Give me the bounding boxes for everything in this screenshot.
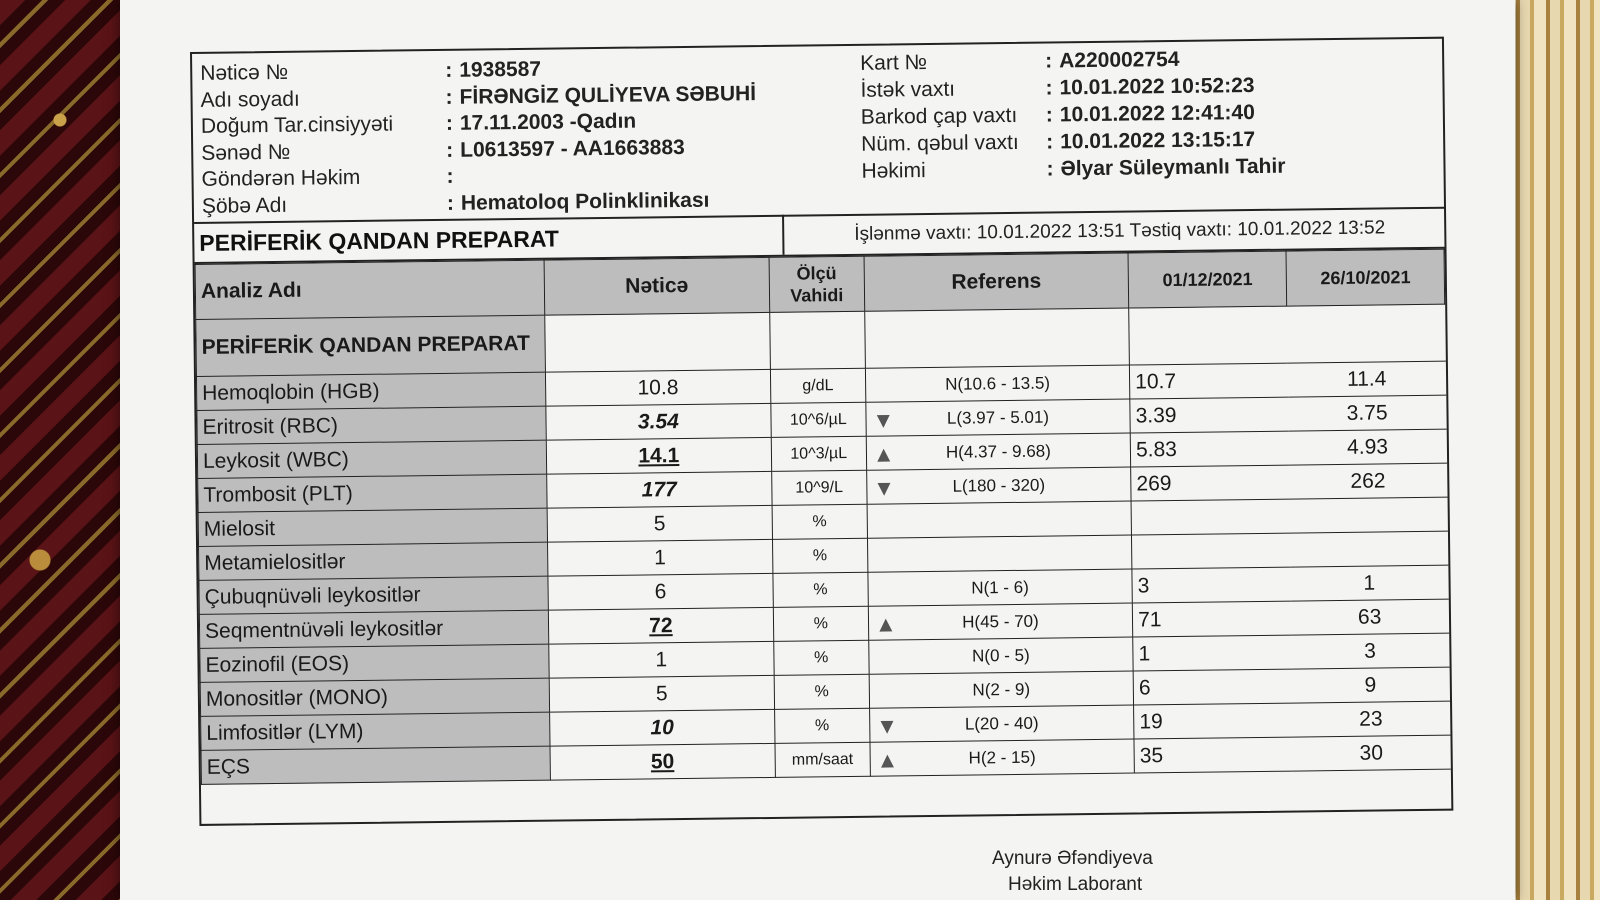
history-value-2: 30 xyxy=(1292,735,1450,771)
report-title: PERİFERİK QANDAN PREPARAT xyxy=(199,225,559,256)
header-value: Hematoloq Polinklinikası xyxy=(460,188,710,215)
header-label: Kart № xyxy=(860,50,928,75)
history-value-1 xyxy=(1132,533,1291,569)
col-header-history-1: 01/12/2021 xyxy=(1128,251,1287,308)
header-label: İstək vaxtı xyxy=(860,77,956,102)
history-value-1: 6 xyxy=(1133,669,1292,705)
header-label: Şöbə Adı xyxy=(201,193,288,218)
analysis-name: Mielosit xyxy=(198,508,547,546)
history-value-2: 9 xyxy=(1291,667,1449,703)
history-value-1: 71 xyxy=(1132,601,1291,637)
analysis-name: EÇS xyxy=(201,746,550,784)
arrow-down-icon: ▼ xyxy=(872,407,895,433)
header-value: Əlyar Süleymanlı Tahir xyxy=(1060,154,1286,181)
header-left-row xyxy=(200,58,541,86)
result-value: 10.8 xyxy=(545,369,770,406)
result-value: 6 xyxy=(548,573,773,610)
analysis-name: Seqmentnüvəli leykositlər xyxy=(199,610,548,648)
reference-cell xyxy=(869,705,1134,742)
report-frame xyxy=(190,37,1453,826)
header-label: Həkimi xyxy=(861,159,926,183)
analysis-name: Eritrosit (RBC) xyxy=(197,406,546,444)
unit: % xyxy=(772,504,867,539)
carpet-background-left xyxy=(0,0,135,900)
reference-cell xyxy=(869,671,1134,708)
header-label: Sənəd № xyxy=(201,140,291,165)
history-value-2: 23 xyxy=(1292,701,1450,737)
header-label: Göndərən Həkim xyxy=(201,165,361,191)
result-value: 14.1 xyxy=(546,437,771,474)
header-value: L0613597 - AA1663883 xyxy=(460,135,685,162)
header-right-row xyxy=(861,101,1255,130)
history-value-1: 1 xyxy=(1133,635,1292,671)
header-label: Nəticə № xyxy=(200,60,289,85)
reference-cell xyxy=(870,739,1135,776)
reference-cell xyxy=(867,501,1132,538)
analysis-name: Metamielositlər xyxy=(199,542,548,580)
reference-cell xyxy=(866,467,1131,504)
unit: 10^3/µL xyxy=(771,436,866,471)
header-label: Nüm. qəbul vaxtı xyxy=(861,130,1019,156)
history-value-1 xyxy=(1131,499,1290,535)
history-value-1: 3 xyxy=(1132,567,1291,603)
header-colon: : xyxy=(1045,103,1053,127)
header-right-row xyxy=(861,155,1285,184)
header-colon: : xyxy=(445,85,453,109)
reference-cell xyxy=(868,569,1133,606)
history-value-2: 1 xyxy=(1290,565,1448,601)
result-value: 3.54 xyxy=(546,403,771,440)
patient-header xyxy=(192,39,1444,224)
analysis-name: Limfositlər (LYM) xyxy=(201,712,550,750)
result-value: 10 xyxy=(550,709,775,746)
reference-cell xyxy=(865,365,1130,402)
header-left-row xyxy=(201,135,685,165)
header-right-row xyxy=(860,74,1254,103)
history-value-1: 5.83 xyxy=(1130,431,1289,467)
result-value: 1 xyxy=(547,539,772,576)
processing-times: İşlənmə vaxtı: 10.01.2022 13:51 Təstiq vaxtı: 10.01.2022 13:52 xyxy=(854,217,1386,245)
history-value-1: 19 xyxy=(1134,703,1293,739)
reference-range: H(45 - 70) xyxy=(962,611,1039,632)
col-header-ref: Referens xyxy=(864,253,1129,311)
arrow-down-icon: ▼ xyxy=(873,475,896,501)
history-value-2: 262 xyxy=(1289,463,1447,499)
col-header-name: Analiz Adı xyxy=(195,260,545,319)
reference-range: N(0 - 5) xyxy=(971,645,1030,665)
reference-range: H(4.37 - 9.68) xyxy=(945,441,1051,462)
history-value-2: 3.75 xyxy=(1288,395,1446,431)
header-left-row xyxy=(202,188,710,218)
header-label: Barkod çap vaxtı xyxy=(860,103,1018,129)
signature-name: Aynurə Əfəndiyeva xyxy=(992,848,1153,869)
analysis-name: Monositlər (MONO) xyxy=(200,678,549,716)
unit: 10^6/µL xyxy=(771,402,866,437)
result-value: 1 xyxy=(549,641,774,678)
history-value-2: 11.4 xyxy=(1288,361,1446,397)
header-value: 10.01.2022 10:52:23 xyxy=(1059,73,1255,100)
history-value-1: 10.7 xyxy=(1130,363,1289,399)
unit: % xyxy=(774,708,869,743)
header-colon: : xyxy=(446,191,455,215)
unit: mm/saat xyxy=(775,742,870,777)
reference-range: N(2 - 9) xyxy=(972,679,1031,699)
header-colon: : xyxy=(1045,49,1053,73)
col-header-result: Nəticə xyxy=(544,257,769,315)
result-value: 72 xyxy=(548,607,773,644)
unit: % xyxy=(772,538,867,573)
header-colon: : xyxy=(446,164,454,188)
result-value: 177 xyxy=(547,471,772,508)
header-colon: : xyxy=(445,111,454,135)
header-right-row xyxy=(860,48,1180,76)
analysis-name: Hemoqlobin (HGB) xyxy=(196,372,545,410)
history-value-1: 35 xyxy=(1134,737,1293,773)
header-label: Doğum Tar.cinsiyyəti xyxy=(200,112,394,138)
header-value: FİRƏNGİZ QULİYEVA SƏBUHİ xyxy=(459,81,757,109)
analysis-name: Leykosit (WBC) xyxy=(197,440,546,478)
analysis-name: Çubuqnüvəli leykositlər xyxy=(199,576,548,614)
reference-range: L(3.97 - 5.01) xyxy=(946,407,1050,428)
reference-range: H(2 - 15) xyxy=(968,747,1036,768)
unit: % xyxy=(774,674,869,709)
analysis-name: Eozinofil (EOS) xyxy=(200,644,549,682)
reference-range: L(20 - 40) xyxy=(964,713,1039,734)
unit: g/dL xyxy=(770,368,865,403)
results-table xyxy=(195,249,1451,785)
col-header-unit-line2: Vahidi xyxy=(790,285,844,306)
reference-range: N(1 - 6) xyxy=(971,577,1029,597)
header-value: 10.01.2022 12:41:40 xyxy=(1059,100,1255,127)
header-colon: : xyxy=(1046,130,1054,154)
header-colon: : xyxy=(446,138,454,162)
header-colon: : xyxy=(1045,76,1053,100)
result-value: 50 xyxy=(550,743,775,780)
reference-cell xyxy=(868,603,1133,640)
header-value: 10.01.2022 13:15:17 xyxy=(1060,127,1256,154)
unit: % xyxy=(773,572,868,607)
header-left-row xyxy=(201,165,460,192)
header-left-row xyxy=(201,110,637,139)
header-value: A220002754 xyxy=(1059,47,1180,73)
header-value: 1938587 xyxy=(459,57,542,82)
reference-cell xyxy=(867,535,1132,572)
header-colon: : xyxy=(1046,157,1054,181)
reference-range: L(180 - 320) xyxy=(952,475,1046,496)
signature-role: Həkim Laborant xyxy=(1008,874,1143,895)
header-right-row xyxy=(861,128,1255,157)
col-header-unit-line1: Ölçü xyxy=(796,263,837,284)
header-left-row xyxy=(200,82,756,113)
result-value: 5 xyxy=(549,675,774,712)
header-value: 17.11.2003 -Qadın xyxy=(459,109,637,135)
arrow-up-icon: ▲ xyxy=(872,441,895,467)
history-value-2 xyxy=(1290,531,1448,567)
title-divider xyxy=(782,215,784,255)
history-value-2: 4.93 xyxy=(1288,429,1446,465)
reference-cell xyxy=(869,637,1134,674)
reference-cell xyxy=(866,399,1131,436)
result-value: 5 xyxy=(547,505,772,542)
col-header-unit xyxy=(769,256,865,312)
unit: 10^9/L xyxy=(771,470,866,505)
analysis-name: Trombosit (PLT) xyxy=(198,474,547,512)
unit: % xyxy=(773,640,868,675)
reference-range: N(10.6 - 13.5) xyxy=(945,373,1051,394)
history-value-2: 3 xyxy=(1291,633,1449,669)
history-value-1: 269 xyxy=(1131,465,1290,501)
history-value-2 xyxy=(1289,497,1447,533)
section-title: PERİFERİK QANDAN PREPARAT xyxy=(196,315,546,376)
history-value-2: 63 xyxy=(1291,599,1449,635)
history-value-1: 3.39 xyxy=(1130,397,1289,433)
arrow-up-icon: ▲ xyxy=(876,747,899,773)
header-label: Adı soyadı xyxy=(200,87,300,112)
reference-cell xyxy=(866,433,1131,470)
col-header-history-2: 26/10/2021 xyxy=(1286,249,1444,306)
arrow-down-icon: ▼ xyxy=(875,713,899,739)
unit: % xyxy=(773,606,868,641)
lab-report-paper xyxy=(120,0,1515,900)
header-colon: : xyxy=(445,58,453,82)
arrow-up-icon: ▲ xyxy=(874,611,897,637)
